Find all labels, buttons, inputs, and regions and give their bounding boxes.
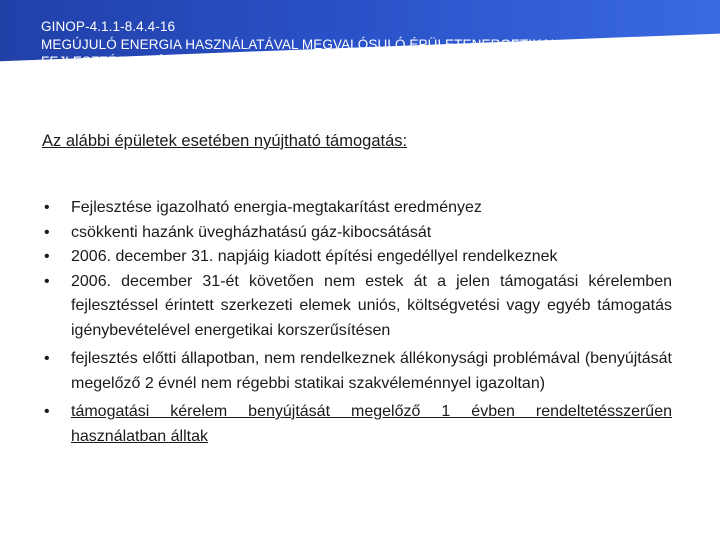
bullet-icon: •	[44, 199, 50, 216]
list-item-text: 2006. december 31-ét követően nem estek át a jelen támogatási kérelemben fejlesztéssel érintett szerkezeti elemek uniós, költségvetési vagy egyéb támogatás igénybevételével energetikai korszerűsítésen	[71, 272, 672, 339]
list-item-text: fejlesztés előtti állapotban, nem rendelkeznek állékonysági problémával (benyújtását megelőző 2 évnél nem régebbi statikai szakvéleménnyel igazoltan)	[71, 350, 672, 392]
list-item	[42, 196, 672, 221]
bullet-icon: •	[44, 350, 50, 367]
bullet-icon: •	[44, 223, 50, 241]
bullet-icon: •	[44, 403, 50, 420]
program-code: GINOP-4.1.1-8.4.4-16	[41, 19, 176, 34]
title-line-2: FEJLESZTÉSEK TÁMOGATÁSA KOMBINÁLT HITELTERMÉKKEL	[41, 54, 447, 69]
title-line-1: MEGÚJULÓ ENERGIA HASZNÁLATÁVAL MEGVALÓSULÓ ÉPÜLETENERGETIKAI	[41, 36, 555, 52]
banner-title	[41, 18, 700, 71]
list-item	[42, 270, 672, 344]
list-item	[42, 221, 672, 246]
section-subtitle: Az alábbi épületek esetében nyújtható támogatás:	[42, 132, 408, 150]
list-item	[42, 400, 672, 449]
bullet-icon: •	[44, 272, 50, 290]
bullet-list	[42, 196, 672, 449]
title-banner	[0, 0, 720, 100]
list-item-text: 2006. december 31. napjáig kiadott építési engedéllyel rendelkeznek	[71, 248, 558, 265]
list-item	[42, 347, 672, 396]
list-item-text: csökkenti hazánk üvegházhatású gáz-kibocsátását	[71, 223, 432, 241]
list-item	[42, 245, 672, 270]
bullet-icon: •	[44, 248, 50, 265]
list-item-text: Fejlesztése igazolható energia-megtakarítást eredményez	[71, 199, 482, 216]
list-item-text: támogatási kérelem benyújtását megelőző 1 évben rendeltetésszerűen használatban álltak	[71, 403, 672, 445]
